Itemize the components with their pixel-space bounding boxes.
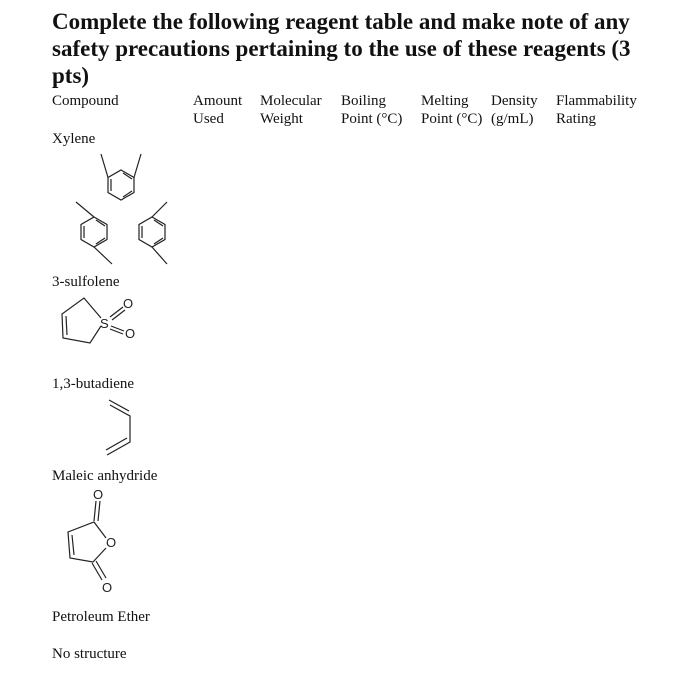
header-line: Melting [421,93,469,109]
o-xylene-structure [101,154,141,200]
p-xylene-structure [76,202,112,264]
compound-xylene: Xylene [52,131,96,147]
header-line: Amount [193,93,243,109]
compound-petroleum-ether: Petroleum Ether [52,609,150,625]
header-line: Molecular [260,93,322,109]
oxygen-atom: O [125,326,136,341]
header-line: Weight [260,111,303,127]
header-line: (g/mL) [491,111,534,127]
header-compound-label: Compound [52,93,119,109]
header-line: Density [491,93,538,109]
maleic-anhydride-structure [68,487,116,595]
page-title: Complete the following reagent table and make note of any safety precautions pertaining to the use of these reagents (3 pts) [52,9,631,88]
oxygen-atom: O [93,487,104,502]
header-line: Point (°C) [341,111,403,127]
sulfur-atom: S [100,316,109,331]
oxygen-atom: O [102,580,113,595]
sulfolene-structure [62,296,135,343]
no-structure-note: No structure [52,646,127,662]
header-line: Boiling [341,93,387,109]
oxygen-atom: O [123,296,134,311]
oxygen-atom: O [106,535,117,550]
butadiene-structure [106,400,130,455]
compound-sulfolene: 3-sulfolene [52,274,120,290]
header-line: Used [193,111,224,127]
header-line: Flammability [556,93,637,109]
header-line: Rating [556,111,596,127]
compound-butadiene: 1,3-butadiene [52,376,135,392]
compound-maleic-anhydride: Maleic anhydride [52,468,158,484]
header-line: Point (°C) [421,111,483,127]
xylene-isomer-structure [139,202,167,264]
